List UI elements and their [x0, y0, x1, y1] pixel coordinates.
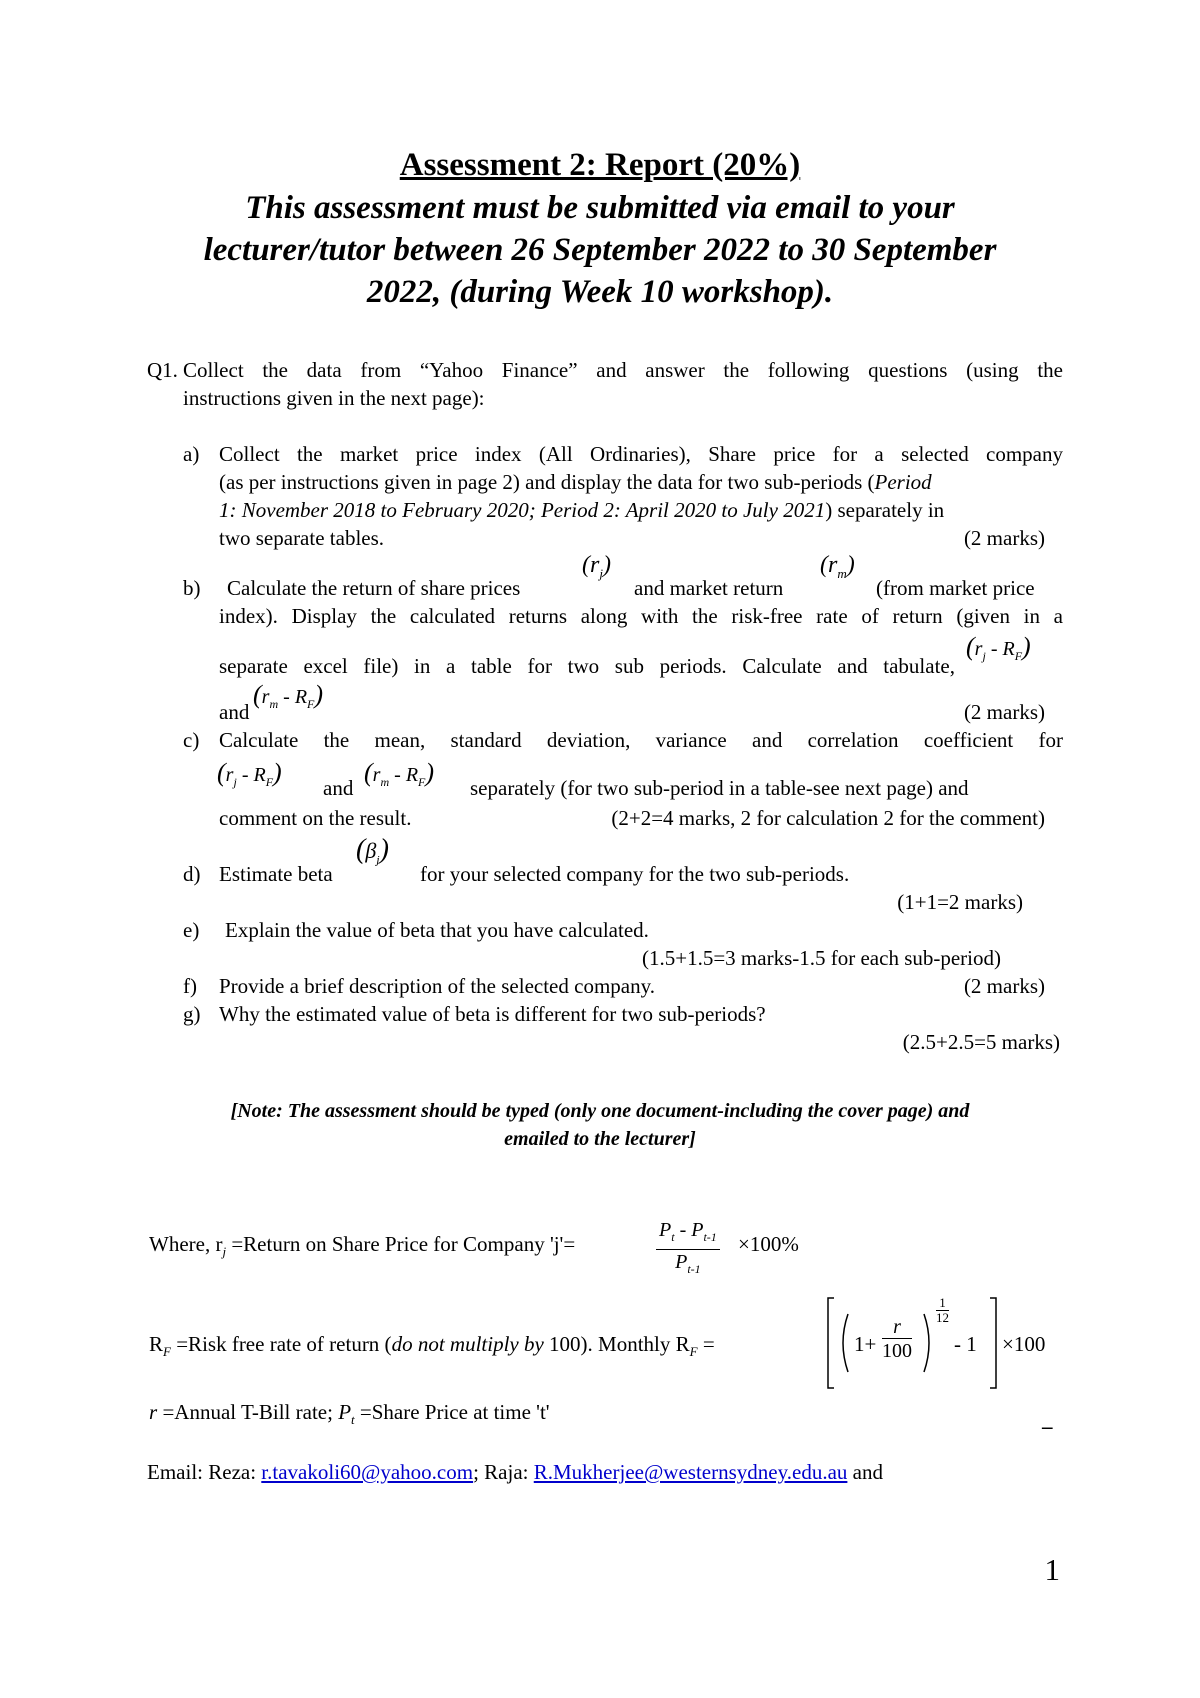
item-c-line-2a: and: [323, 776, 354, 800]
item-e-marks: (1.5+1.5=3 marks-1.5 for each sub-period): [642, 946, 1001, 970]
item-c-line-1: Calculate the mean, standard deviation, variance and correlation coefficient for: [219, 728, 1063, 752]
c-rj-minus-rf-symbol: $(r_j - R_F)$: [217, 758, 282, 789]
subtitle-line-1: This assessment must be submitted via email to your: [245, 190, 955, 226]
email-link-reza[interactable]: r.tavakoli60@yahoo.com: [261, 1460, 474, 1484]
item-a-line-3: 1: November 2018 to February 2020; Period 2: April 2020 to July 2021) separately in: [219, 498, 945, 522]
rm-symbol: $(r_m)$: [820, 552, 855, 581]
item-c-marks: (2+2=4 marks, 2 for calculation 2 for the comment): [611, 806, 1045, 830]
tbill-line: r =Annual T-Bill rate; $P_t$ =Share Price at time 't': [149, 1400, 550, 1428]
item-a-line-4: two separate tables.: [219, 526, 385, 550]
item-b-line-4: and: [219, 700, 250, 724]
page-title: Assessment 2: Report (20%): [399, 147, 801, 183]
q1-intro-line-1: Collect the data from “Yahoo Finance” and answer the following questions (using the: [183, 358, 1063, 382]
item-e-letter: e): [183, 918, 200, 942]
item-a-marks: (2 marks): [963, 526, 1045, 550]
item-c-line-3: comment on the result.: [219, 806, 412, 830]
subtitle-line-3: 2022, (during Week 10 workshop).: [366, 274, 834, 310]
minus-one: - 1: [954, 1332, 977, 1356]
item-a-letter: a): [183, 442, 200, 466]
item-c-line-2b: separately (for two sub-period in a table-see next page) and: [470, 776, 969, 800]
email-link-raja[interactable]: R.Mukherjee@westernsydney.edu.au: [533, 1460, 848, 1484]
monthly-rf-expression: [826, 1294, 998, 1392]
rm-minus-rf-symbol: $(r_m - R_F)$: [253, 680, 324, 711]
item-b-letter: b): [183, 576, 201, 600]
item-f-line-1: Provide a brief description of the selected company.: [219, 974, 655, 998]
item-a-line-1: Collect the market price index (All Ordinaries), Share price for a selected company: [219, 442, 1063, 466]
rj-symbol: $(r_j)$: [582, 552, 611, 581]
one-plus: 1+: [854, 1332, 877, 1356]
item-d-letter: d): [183, 862, 201, 886]
c-rm-minus-rf-symbol: $(r_m - R_F)$: [364, 758, 435, 789]
return-fraction: $\frac{P_t - P_{t-1}}{P_{t-1}}$: [656, 1218, 720, 1281]
item-c-letter: c): [183, 728, 200, 752]
email-line: Email: Reza: r.tavakoli60@yahoo.com; Raja: R.Mukherjee@westernsydney.edu.au and: [147, 1460, 883, 1484]
item-b-line-2: index). Display the calculated returns along with the risk-free rate of return (given in a: [219, 604, 1063, 628]
item-e-line-1: Explain the value of beta that you have calculated.: [225, 918, 649, 942]
item-d-marks: (1+1=2 marks): [897, 890, 1023, 914]
item-b-line-1a: Calculate the return of share prices: [227, 576, 521, 600]
beta-symbol: $(\beta_j)$: [356, 834, 389, 867]
return-formula: Where, $r_j$ =Return on Share Price for Company 'j'=: [149, 1232, 576, 1260]
exponent-1-12: $\frac{1}{12}$: [936, 1295, 949, 1325]
item-b-marks: (2 marks): [963, 700, 1045, 724]
note-line-1: [Note: The assessment should be typed (only one document-including the cover page) and: [230, 1100, 970, 1122]
stray-dash: –: [1042, 1414, 1053, 1438]
item-f-marks: (2 marks): [963, 974, 1045, 998]
note-line-2: emailed to the lecturer]: [504, 1128, 696, 1150]
r-over-100: $\frac{r}{100}$: [882, 1316, 912, 1362]
q1-label: Q1.: [147, 358, 178, 382]
rj-minus-rf-symbol: $(r_j - R_F)$: [966, 632, 1031, 663]
times-100: ×100: [1002, 1332, 1046, 1356]
page-number: 1: [1044, 1552, 1060, 1587]
item-a-line-2: (as per instructions given in page 2) and display the data for two sub-periods (Period: [219, 470, 932, 494]
subtitle-line-2: lecturer/tutor between 26 September 2022 to 30 September: [203, 232, 997, 268]
item-b-line-1c: (from market price: [876, 576, 1035, 600]
item-g-letter: g): [183, 1002, 201, 1026]
item-b-line-1b: and market return: [634, 576, 784, 600]
q1-intro-line-2: instructions given in the next page):: [183, 386, 485, 410]
item-g-line-1: Why the estimated value of beta is different for two sub-periods?: [219, 1002, 766, 1026]
riskfree-formula: $R_F$ =Risk free rate of return (do not multiply by 100). Monthly $R_F$ =: [149, 1332, 715, 1360]
return-times-100: ×100%: [738, 1232, 799, 1256]
item-g-marks: (2.5+2.5=5 marks): [902, 1030, 1060, 1054]
item-d-line-1a: Estimate beta: [219, 862, 333, 886]
item-d-line-1b: for your selected company for the two sub-periods.: [420, 862, 850, 886]
item-b-line-3: separate excel file) in a table for two sub periods. Calculate and tabulate,: [219, 654, 955, 678]
item-f-letter: f): [183, 974, 197, 998]
